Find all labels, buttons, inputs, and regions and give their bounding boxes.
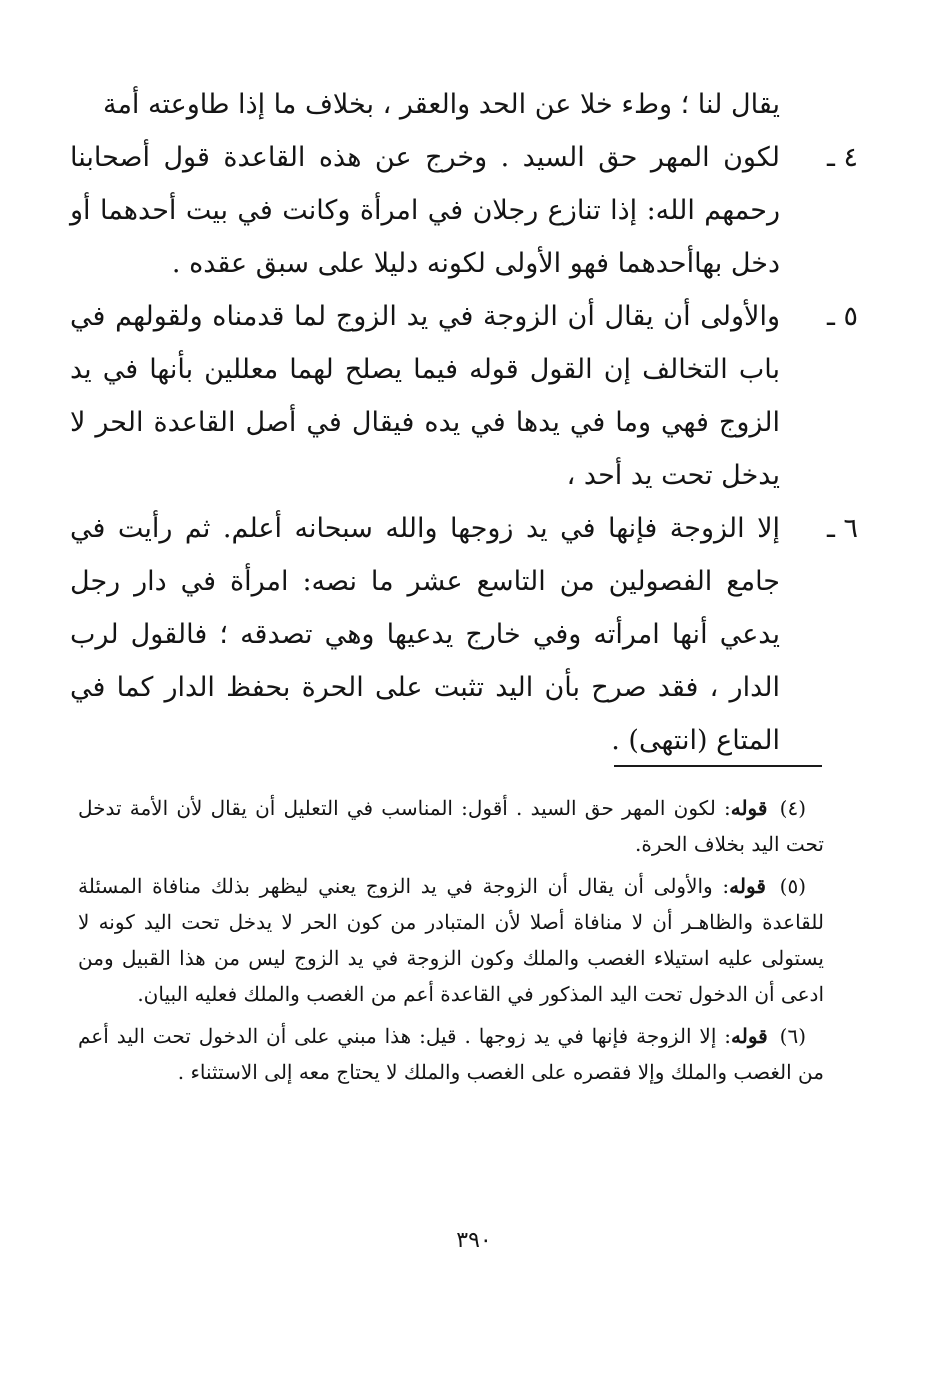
- footnote-key: قوله: [731, 1024, 768, 1048]
- main-text: [70, 78, 858, 767]
- list-item: [70, 502, 858, 767]
- item-number: ٦ ـ: [826, 513, 858, 544]
- footnote-key: قوله: [729, 874, 766, 898]
- page-number: ٣٩٠: [456, 1228, 492, 1253]
- intro-line: يقال لنا ؛ وطء خلا عن الحد والعقر ، بخلاف ما إذا طاوعته أمة: [102, 89, 780, 120]
- footnote-text: : والأولى أن يقال أن الزوجة في يد الزوج يعني ليظهر بذلك منافاة المسئلة للقاعدة والظاهـر أن لا منافاة أصلا لأن المتبادر من كون الحر لا يدخل تحت اليد كونه لا يستولى عليه استيلاء الغصب والملك وكون الزوجة في يد الزوج ليس من هذا القبيل ومن ادعى أن الدخول تحت اليد المذكور في القاعدة أعم من الغصب والملك فعليه البيان.: [78, 874, 824, 1006]
- item-text: إلا الزوجة فإنها في يد زوجها والله سبحانه أعلم. ثم رأيت في جامع الفصولين من التاسع عشر ما نصه: امرأة في دار رجل يدعي أنها امرأته وفي خارج يدعيها وهي تصدقه ؛ فالقول لرب الدار ، فقد صرح بأن اليد تثبت على الحرة بحفظ الدار كما في المتاع (انتهى) .: [70, 513, 780, 756]
- footnote-text: : لكون المهر حق السيد . أقول: المناسب في التعليل أن يقال لأن الأمة تدخل تحت اليد بخلاف الحرة.: [78, 796, 824, 856]
- footnote-ref: (٥): [779, 874, 806, 898]
- footnote-ref: (٦): [779, 1024, 806, 1048]
- footnote-text: : إلا الزوجة فإنها في يد زوجها . قيل: هذا مبني على أن الدخول تحت اليد أعم من الغصب والملك وإلا فقصره على الغصب والملك لا يحتاج معه إلى الاستثناء .: [78, 1024, 824, 1084]
- footnote-key: قوله: [730, 796, 768, 820]
- item-number: ٥ ـ: [826, 301, 858, 332]
- footnote: [78, 790, 824, 862]
- footnote: [78, 868, 824, 1012]
- footnotes: [78, 790, 824, 1096]
- item-number: ٤ ـ: [826, 142, 858, 173]
- item-text: والأولى أن يقال أن الزوجة في يد الزوج لما قدمناه ولقولهم في باب التخالف إن القول قوله فيما يصلح لهما معللين بأنها في يد الزوج فهي وما في يدها في يده فيقال في أصل القاعدة الحر لا يدخل تحت يد أحد ،: [70, 301, 780, 491]
- list-item: [70, 131, 858, 290]
- item-text: لكون المهر حق السيد . وخرج عن هذه القاعدة قول أصحابنا رحمهم الله: إذا تنازع رجلان في امرأة وكانت في بيت أحدهما أو دخل بهاأحدهما فهو الأولى لكونه دليلا على سبق عقده .: [70, 142, 780, 279]
- footnote-ref: (٤): [779, 796, 806, 820]
- list-item: [70, 290, 858, 502]
- footnote-separator: [614, 765, 822, 767]
- footnote: [78, 1018, 824, 1090]
